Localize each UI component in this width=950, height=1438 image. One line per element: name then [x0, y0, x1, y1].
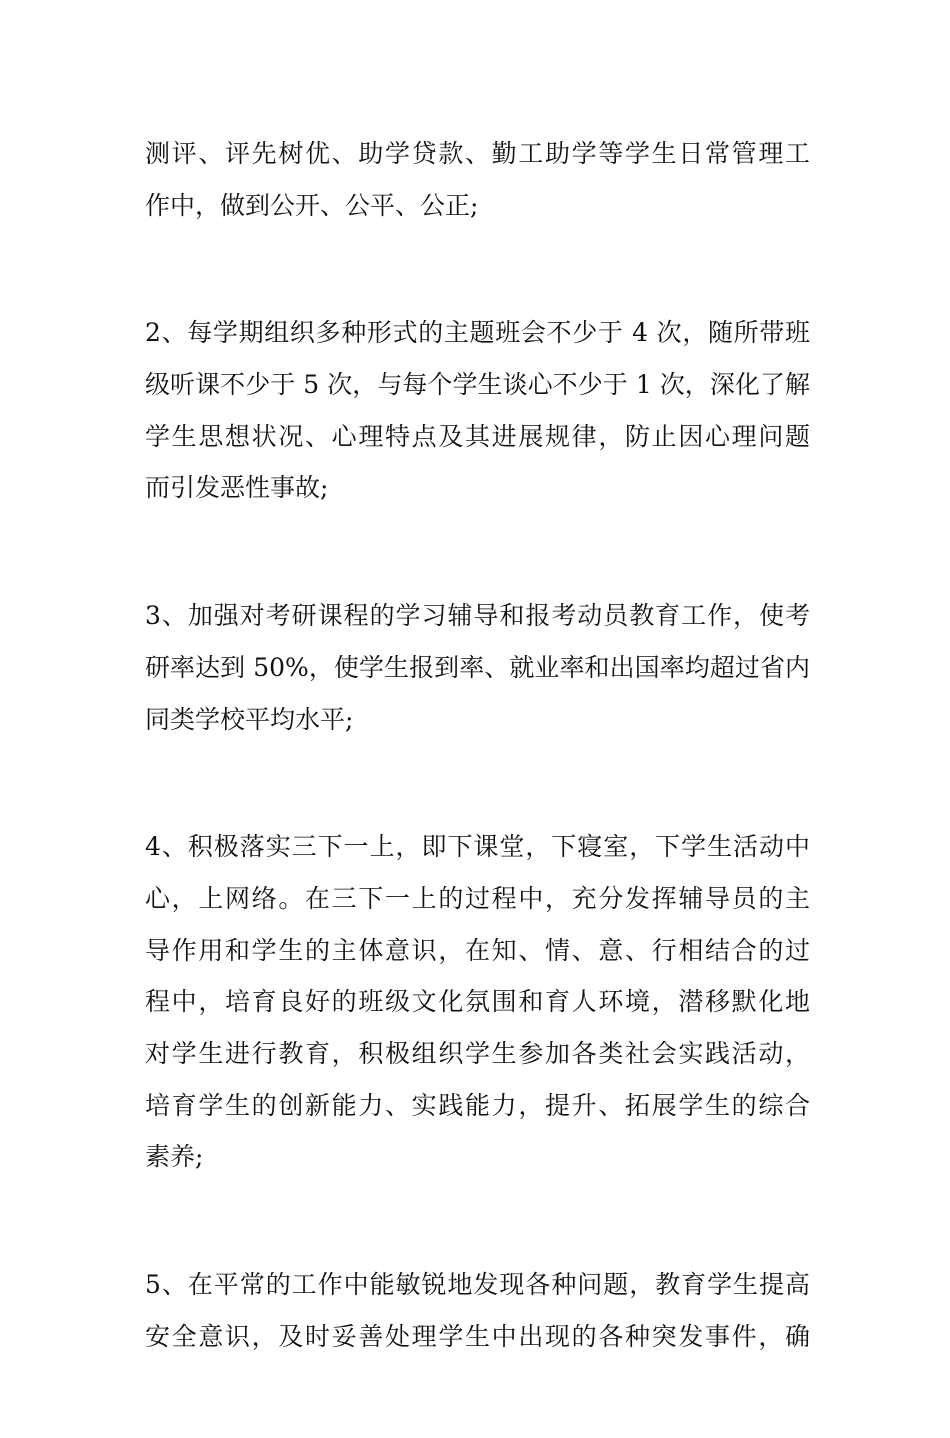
paragraph-4 [145, 821, 810, 1183]
paragraph-3 [145, 590, 810, 745]
paragraph-1 [145, 128, 810, 231]
paragraph-5 [145, 1259, 810, 1362]
text-line: 同类学校平均水平; [145, 704, 354, 734]
text-line: 5、在平常的工作中能敏锐地发现各种问题，教育学生提高 [145, 1270, 810, 1299]
text-line: 程中，培育良好的班级文化氛围和育人环境，潜移默化地 [145, 987, 810, 1017]
text-line: 学生思想状况、心理特点及其进展规律，防止因心理问题 [145, 421, 810, 451]
text-line: 作中，做到公开、公平、公正; [145, 190, 479, 220]
text-line: 安全意识，及时妥善处理学生中出现的各种突发事件，确 [145, 1321, 810, 1351]
text-line: 心，上网络。在三下一上的过程中，充分发挥辅导员的主 [145, 883, 810, 913]
text-line: 而引发恶性事故; [145, 473, 329, 503]
text-line: 培育学生的创新能力、实践能力，提升、拓展学生的综合 [145, 1090, 810, 1120]
text-line: 研率达到 50%，使学生报到率、就业率和出国率均超过省内 [145, 652, 810, 682]
text-line: 对学生进行教育，积极组织学生参加各类社会实践活动， [145, 1038, 810, 1068]
text-line: 3、加强对考研课程的学习辅导和报考动员教育工作，使考 [145, 601, 810, 631]
text-line: 级听课不少于 5 次，与每个学生谈心不少于 1 次，深化了解 [145, 370, 810, 400]
text-line: 测评、评先树优、助学贷款、勤工助学等学生日常管理工 [145, 139, 810, 168]
text-line: 4、积极落实三下一上，即下课堂，下寝室，下学生活动中 [145, 832, 810, 862]
document-body [145, 128, 810, 1438]
text-line: 导作用和学生的主体意识，在知、情、意、行相结合的过 [145, 935, 810, 965]
text-line: 素养; [145, 1142, 204, 1172]
paragraph-2 [145, 307, 810, 514]
text-line: 2、每学期组织多种形式的主题班会不少于 4 次，随所带班 [145, 318, 810, 348]
